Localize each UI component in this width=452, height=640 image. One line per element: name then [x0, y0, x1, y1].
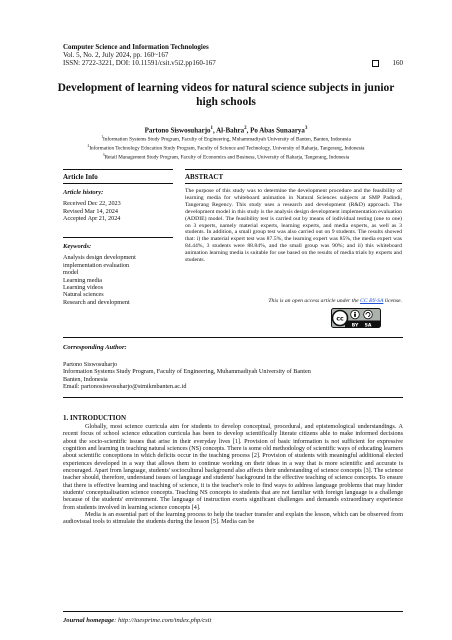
author-name: Partono Siswosuharjo — [144, 126, 211, 135]
author-name: Al-Bahra — [216, 126, 245, 135]
cc-by-label: BY — [351, 323, 359, 328]
footer-divider — [63, 611, 403, 612]
divider — [63, 169, 173, 170]
keyword: Learning media — [63, 276, 102, 284]
author-list: Partono Siswosuharjo$^1$, Al-Bahra$^2$, Po Abas Sunaarya$^3$ — [144, 126, 308, 135]
article-info-heading: Article Info — [63, 173, 98, 181]
divider — [185, 183, 402, 184]
svg-text:cc: cc — [336, 315, 344, 323]
keyword: Research and development — [63, 298, 130, 306]
keyword: model — [63, 269, 79, 277]
accepted-date: Accepted Apr 21, 2024 — [63, 215, 121, 223]
abstract-heading: ABSTRACT — [185, 173, 224, 181]
keyword: Learning videos — [63, 284, 104, 292]
paper-title: Development of learning videos for natural science subjects in junior high schools — [57, 82, 395, 108]
received-date: Received Dec 22, 2023 — [63, 200, 121, 208]
page-number: 160 — [392, 59, 403, 68]
corresponding-author-heading: Corresponding Author: — [63, 344, 127, 351]
cc-by-sa-badge-icon[interactable] — [331, 308, 381, 328]
divider — [63, 237, 173, 238]
divider — [63, 183, 173, 184]
affiliation: $^2$Information Technology Education Study Program, Faculty of Science and Technology, University of Raharja, Tangerang, Indonesia — [87, 144, 365, 152]
journal-header — [63, 43, 403, 68]
keywords-heading: Keywords: — [63, 243, 92, 250]
keyword: implementation evaluation — [63, 261, 130, 269]
keyword: Analysis design development — [63, 254, 136, 262]
introduction-body — [63, 424, 403, 527]
divider — [63, 337, 403, 338]
journal-homepage — [63, 617, 211, 624]
cc-sa-label: SA — [364, 323, 372, 328]
keyword: Natural sciences — [63, 291, 104, 299]
corresponding-name: Partono Siswosuharjo — [63, 361, 118, 368]
corresponding-affiliation: Information Systems Study Program, Faculty of Engineering, Muhammadiyah University of Banten — [63, 368, 311, 376]
author-name: Po Abas Sunaarya — [250, 126, 305, 135]
divider — [63, 397, 403, 398]
affiliation: $^1$Information Systems Study Program, Faculty of Engineering, Muhammadiyah University of Banten, Banten, Indonesia — [101, 135, 351, 143]
license-line: This is an open access article under the CC BY-SA license. — [268, 298, 402, 304]
abstract-text: The purpose of this study was to determine the development procedure and the feasibility of learning media for whiteboard animation in Natural Sciences subjects at SMP Padindi, Tangerang Regency. This study uses a research and development (R&D) approach. The development model in this study is the analysis design development implementation evaluation (ADDIE) model. The feasibility test is carried out by means of individual testing (one to one) on 3 experts, namely material experts, learning experts, and media experts, as well as 3 students. In addition, a small group test was also carried out on 9 students. The results showed that: i) the material expert test was 87.5%, the learning expert was 85%, the media expert was 84.44%, 3 students were 88.84%, and the small group was 90%; and ii) this whiteboard animation learning media is suitable for use based on the results of media trials by experts and students. — [185, 188, 402, 264]
divider — [185, 169, 402, 170]
journal-name: Computer Science and Information Technologies — [63, 43, 209, 51]
journal-issn-doi: ISSN: 2722-3221, DOI: 10.11591/csit.v5i2.pp160-167 — [63, 59, 216, 68]
corresponding-email[interactable]: Email: partonosiswosuharjo@stmikmbanten.ac.id — [63, 383, 187, 391]
affiliation: $^3$Retail Management Study Program, Faculty of Economics and Business, University of Raharja, Tangerang, Indonesia — [102, 153, 350, 162]
revised-date: Revised Mar 14, 2024 — [63, 207, 118, 215]
homepage-label: Journal homepage — [63, 617, 115, 624]
keywords — [63, 243, 173, 306]
journal-volume: Vol. 5, No. 2, July 2024, pp. 160~167 — [63, 51, 169, 60]
article-history-heading: Article history: — [63, 189, 104, 196]
section-heading: 1. INTRODUCTION — [63, 414, 127, 422]
paragraph: Media is an essential part of the learning process to help the teacher transfer and explain the lesson, which can be observed from audiovisual tools to stimulate the students during the lesson [5]. Media can be — [63, 512, 403, 526]
license-link[interactable]: CC BY-SA — [360, 298, 384, 304]
article-history — [63, 189, 173, 223]
homepage-url[interactable]: : http://iaesprime.com/index.php/csit — [114, 617, 212, 624]
affiliation-list — [40, 134, 412, 161]
corresponding-author-details — [63, 361, 403, 391]
square-icon — [372, 60, 379, 67]
corresponding-location: Banten, Indonesia — [63, 375, 108, 383]
paragraph: Globally, most science curricula aim for students to develop conceptual, procedural, and epistemological understandings. A recent focus of school science education curricula has been to develop scientifically literate citizens able to make informed decisions about the socio-scientific issues that arise in their everyday lives [1]. Provision of basic information is not sufficient for expressive cognition and learning in teaching natural sciences (NS) concepts. There is some old methodology of scientific ways of educating learners about scientific conceptions in which deficits occur in the teaching process [2]. Provision of students with meaningful additional elected experiences developed in a way that allows them to continue working on their ideas in a way that is more scientific and accurate is encouraged. Apart from language, students' sociocultural background also affects their understanding of science concepts [3]. The science teacher should, therefore, understand issues of language and students' background in the effective teaching of science concepts. To ensure that there is effective learning and teaching of science, it is the teacher's role to find ways to address language problems that may hinder students' conceptualisation science concepts. Teaching NS concepts to students that are not familiar with foreign language is a challenge because of the students' environment. The language of instruction exerts significant challenges and demands extraordinary experience from students involved in learning science concepts [4]. — [63, 424, 403, 511]
